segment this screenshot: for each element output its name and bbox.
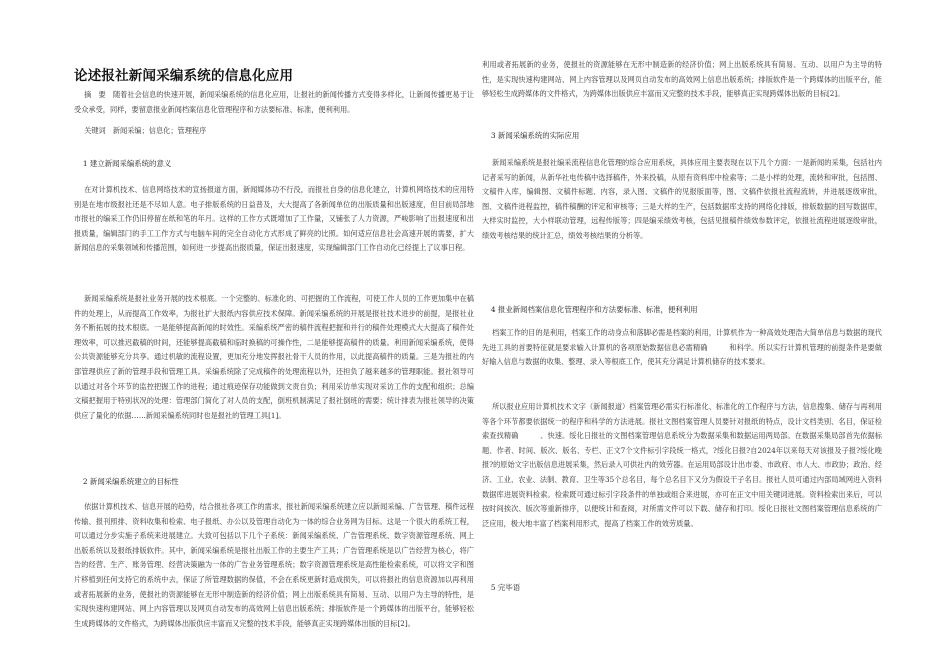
paper-title: 论述报社新闻采编系统的信息化应用 bbox=[74, 68, 294, 84]
keywords: 关键词 新闻采编；信息化；管理程序 bbox=[84, 126, 207, 135]
section-1-paragraph-2: 新闻采编系统是报社业务开展的技术根底。一个完整的、标准化的、可把握的工作流程，可使工作人员的工作更加集中在稿件的处理上，从而提高工作效率，为报社扩大报纸内容供应技术保障。新闻采编系统的开展是报社技术进步的前提，是报社业务不断拓展的技术根底。一是能够提高新闻的时效性。采编系统严密的稿件流程把握和并行的稿件处理模式大大提高了稿件处理效率，可以推迟截稿的时间，还能够提高截稿和临时换稿的可操作性，二是能够提高稿件的质量。利用新闻采编系统，使得公共资源能够充分共享。通过机敏的流程设置，更加充分地发挥报社骨干人员的作用，以此提高稿件的质量。三是为报社的内部管理供应了新的管理手段和管理工具。采编系统除了完成稿件的处理流程以外，还担负了越来越多的管理职能。报社领导可以通过对各个环节的监控把握工作的进程；通过痕迹保存功能做到文责自负；利用采访单实现对采访工作的支配和组织；总编文稿把握用于特别状况的处理：管理部门简化了对人员的支配，倒班机制满足了报社倒班的需要；统计排表为报社领导的决策供应了量化的依据……新闻采编系统同时也是报社的管理工具[1]。 bbox=[74, 294, 474, 420]
section-2-paragraph-1: 依据计算机技术、信息开展的趋势，结合报社各项工作的需求，报社新闻采编系统建立应以新闻采编、广告管理、稿件远程传输、报刊照排、资料收集和检索、电子报纸、办公以及管理自动化为一体的综合业务网为目标。这是一个很大的系统工程，可以通过分步实施子系统来进展建立。大致可包括以下几个子系统：新闻采编系统、广告管理系统、数字资源管理系统、网上出版系统以及报纸排版软件。其中，新闻采编系统是报社出版工作的主要生产工具；广告管理系统是以广告经营为核心，将广告的经营、生产、账务管理、经营决策融为一体的广告业务管理系统；数字资源管理系统是高性能检索系统，可以将文字和图片移植到任何支持它的系统中去，保证了所管理数据的保值，不会在系统更新时造成损失，可以将报社的信息资源加以再利用或者拓展新的业务，使报社的资源能够在无形中制造新的经济价值；网上出版系统具有简易、互动、以用户为主导的特性，是实现快速构建网站、网上内容管理以及网页自动发布的高效网上信息出版系统；排版软件是一个跨媒体的出版平台，能够轻松生成跨媒体的文件格式，为跨媒体出版供应丰富而又完整的技术手段，能够真正实现跨媒体出版的目标[2]。 bbox=[74, 502, 474, 628]
section-3-paragraph-1: 新闻采编系统是报社编采流程信息化管理的综合应用系统，具体应用主要表现在以下几个方面：一是新闻的采集，包括社内记者采写的新闻，从新华社电传稿中选择稿件，外来投稿，从原有资料库中检索等；二是小样的处理，流转和审批，包括图、文稿件入库，编辑图、文稿件标题、内容，录入图、文稿件的见报版面等，图、文稿件依报社流程流转，并进展逐级审批，图、文稿件进程监控，稿件稿酬的评定和审核等；三是大样的生产，包括数据库支持的网络化排版，排版数据的回写数据库，大样实时监控，大小样联动管理，远程传版等；四是编采绩效考核，包括见报稿件绩效参数评定，依报社流程进展逐级审批，绩效考核结果的统计汇总，绩效考核结果的分析等。 bbox=[482, 158, 882, 240]
section-2-heading: 2 新闻采编系统建立的目标性 bbox=[82, 477, 179, 486]
section-4-paragraph-1: 档案工作的目的是利用，档案工作的动身点和落脚必需是档案的利用，计算机作为一种高效处理浩大简单信息与数据的现代先进工具的首要特征就是要求输入计算机的各项原始数据信息必需精确 和科学。所以实行计算机管理的前提条件是要做好输入信息与数据的收集、整理、录入等根底工作，使其充分满足计算机储存的技术要求。 bbox=[482, 328, 882, 367]
section-1-heading: 1 建立新闻采编系统的意义 bbox=[82, 159, 172, 168]
section-3-heading: 3 新闻采编系统的实际应用 bbox=[490, 131, 580, 140]
section-4-heading: 4 报业新闻档案信息化管理程序和方法要标准、标准，便利利用 bbox=[490, 305, 698, 314]
section-1-paragraph-1: 在对计算机技术、信息网络技术的宣扬报道方面，新闻媒体功不行没，而报社自身的信息化建立，计算机网络技术的应用特别是在地市级报社还是不尽如人意。电子排版系统的日益普及，大大提高了各新闻单位的出版质量和出版速度，但目前局部地市报社的编采工作仍旧停留在纸和笔的年月。这样的工作方式既增加了工作量，又铺张了人力资源，严峻影响了出报速度和出报质量，编辑部门的手工工作方式与电脑车间的完全自动化方式形成了鲜亮的比照。如何适应信息社会高速开展的需要，扩大新闻信息的采集领域和传播范围，如何进一步提高出报质量，保证出报速度，实现编辑部门工作自动化已经提上了议事日程。 bbox=[74, 185, 474, 253]
section-4-paragraph-2: 所以报业应用计算机技术文字（新闻报道）档案管理必需实行标准化、标准化的工作程序与方法，信息搜集、储存与再利用等各个环节都要依据统一的程序和科学的方法进展。报社文图档案管理人员要针对报纸的特点，设计文档类别、名目，保证检索查找精确 、快速。绥化日报社的文图档案管理信息系统分为数据采集和数据运用两局部。在数据采集局部首先依据标题、作者、时间、版次、版名、专栏、正文7个文件标引字段统一格式，?绥化日报?自2024年以来每天对该报及子报?绥化晚报?的原始文字出版信息进展采集，然后录入可供社内的效劳器。在运用局部设计出市委、市政府、市人大、市政协；政治、经济、工业、农业、法制、教育、卫生等35个总名目，每个总名目下又分为假设干子名目。报社人员可通过内部局域网进入资料数据库进展资料检索。检索既可通过标引字段条件的单独或组合来进展，亦可在正文中用关键词进展。资料检索出来后，可以按时间挨次、版次等重新排序，以便统计和查阅，对所需文件可以下载、储存和打印。绥化日报社文图档案管理信息系统的广泛应用，极大地丰富了档案利用形式，提高了档案工作的效劳质量。 bbox=[482, 402, 882, 528]
section-5-heading: 5 完毕语 bbox=[490, 583, 521, 592]
abstract: 摘 要 随着社会信息的快速开展，新闻采编系统的信息化应用，让报社的新闻传播方式变得多样化，让新闻传播更易于让受众承受，同样，要留意报业新闻档案信息化管理程序和方法要标准、标准，便利利用。 bbox=[74, 90, 474, 114]
section-2-paragraph-1-continued: 利用或者拓展新的业务，使报社的资源能够在无形中制造新的经济价值；网上出版系统具有简易、互动、以用户为主导的特性，是实现快速构建网站、网上内容管理以及网页自动发布的高效网上信息出版系统；排版软件是一个跨媒体的出版平台，能够轻松生成跨媒体的文件格式，为跨媒体出版供应丰富而又完整的技术手段，能够真正实现跨媒体出版的目标[2]。 bbox=[482, 60, 882, 99]
